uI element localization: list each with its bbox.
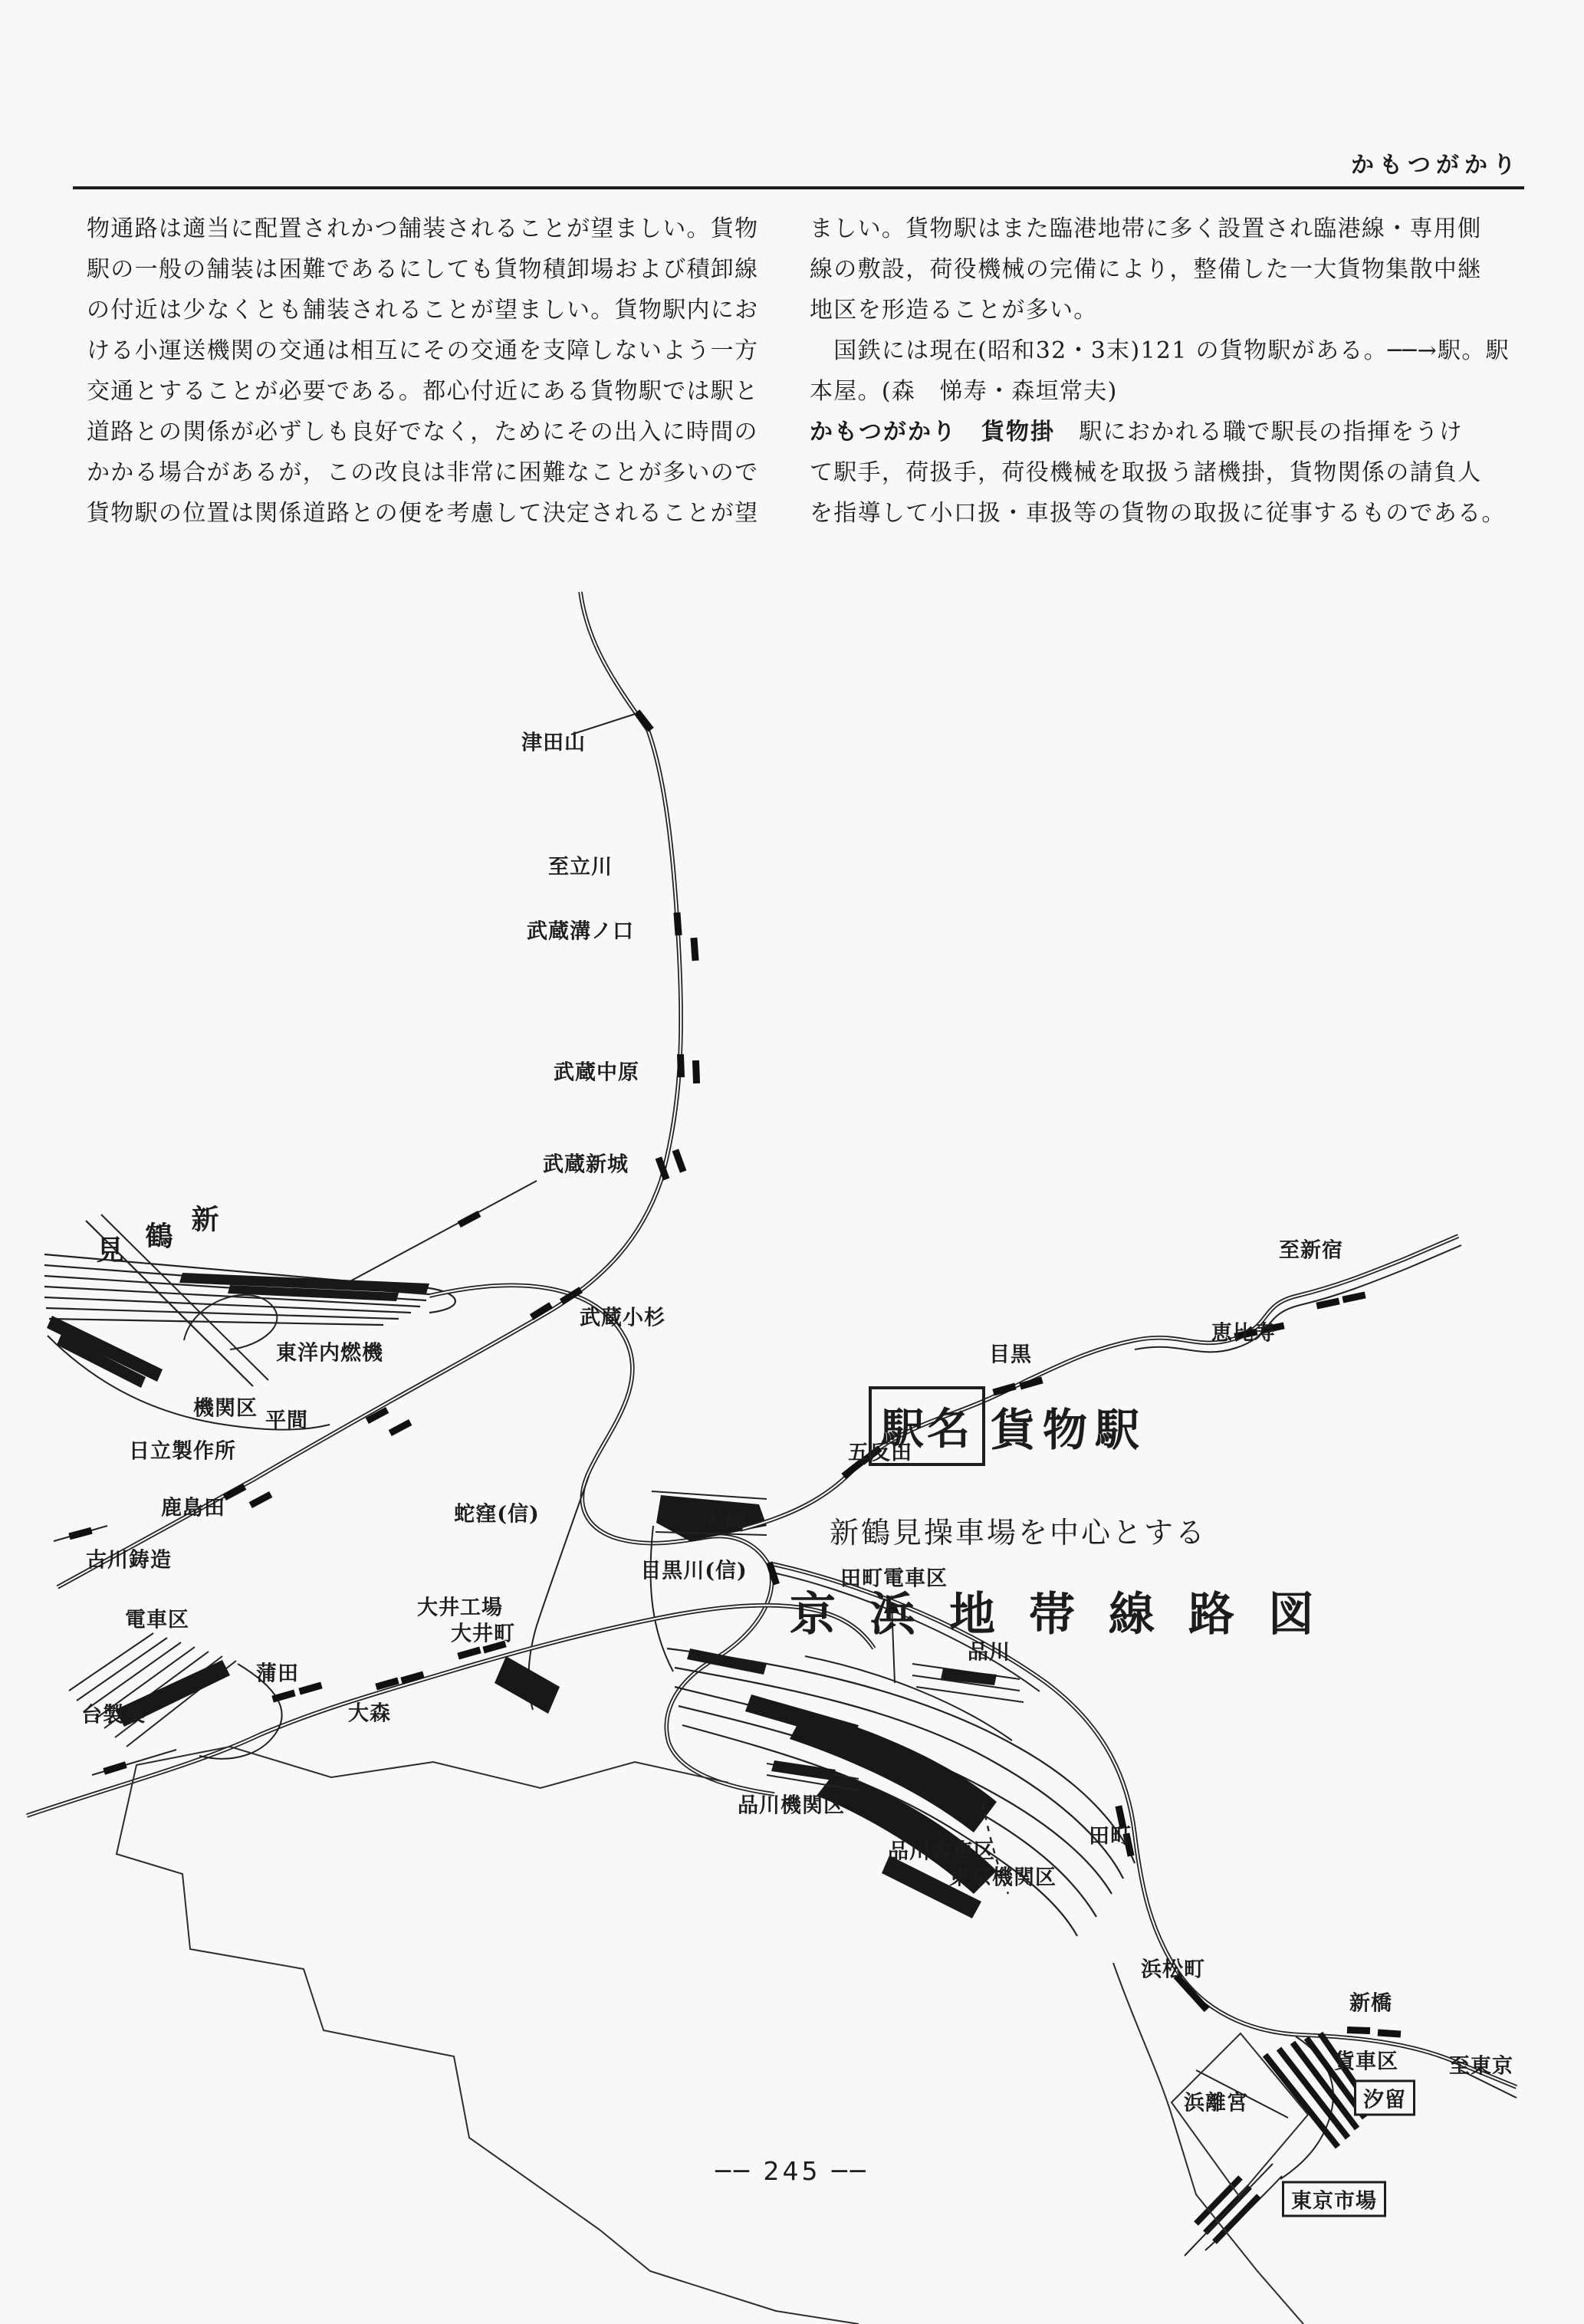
map-label-musashi-kosugi: 武蔵小杉 — [580, 1306, 665, 1330]
text-line: 駅の一般の舗装は困難であるにしても貨物積卸場および積卸線 — [87, 256, 759, 283]
left-column — [87, 209, 804, 534]
map-label-osaki: 大崎 — [703, 1510, 746, 1534]
map-label-tachikawa-dir: 至立川 — [548, 855, 613, 879]
map-label-musashi-nakahara: 武蔵中原 — [554, 1060, 639, 1085]
map-label-hitachi-seisakusho: 日立製作所 — [129, 1439, 236, 1464]
map-label-shin-char: 新 — [191, 1203, 220, 1236]
map-label-tokyo-kikanku: 東京機関区 — [949, 1865, 1057, 1890]
map-label-dai-seika: 台製菓 — [81, 1703, 146, 1727]
map-label-tamachi: 田町 — [1089, 1824, 1132, 1849]
text-line: ける小運送機関の交通は相互にその交通を支障しないよう一方 — [87, 337, 759, 364]
text-line: の付近は少なくとも舗装されることが望ましい。貨物駅内にお — [87, 297, 759, 324]
map-label-tsuru-char: 鶴 — [145, 1220, 174, 1253]
entry-definition-start: 駅におかれる職で駅長の指揮をうけ — [1055, 419, 1464, 445]
map-label-tamachi-denshaku: 田町電車区 — [840, 1566, 948, 1591]
map-label-hirama: 平間 — [265, 1409, 308, 1433]
text-line: 道路との関係が必ずしも良好でなく，ためにその出入に時間の — [87, 419, 758, 445]
map-label-shinagawa-kyakushaku: 品川客車区 — [888, 1839, 995, 1864]
map-label-kikanku: 機関区 — [193, 1396, 258, 1421]
entry-headword-kana: かもつがかり — [810, 419, 957, 445]
text-line: 本屋。(森 悌寿・森垣常夫) — [810, 378, 1118, 405]
text-line: を指導して小口扱・車扱等の貨物の取扱に従事するものである。 — [810, 500, 1506, 527]
text-line: ましい。貨物駅はまた臨港地帯に多く設置され臨港線・専用側 — [810, 215, 1482, 242]
headword-line — [810, 412, 1526, 452]
map-label-kashaku: 貨車区 — [1334, 2050, 1398, 2074]
map-label-shinagawa: 品川 — [968, 1640, 1011, 1665]
header-rule — [73, 186, 1524, 189]
running-header: かもつがかり — [1351, 152, 1521, 179]
map-title-ekimei-box: 駅名 — [869, 1386, 985, 1466]
map-label-shinjuku-dir: 至新宿 — [1279, 1238, 1343, 1263]
map-label-furukawa-chuzo: 古川鋳造 — [86, 1548, 172, 1573]
map-label-megurogawa-sig: 目黒川(信) — [640, 1559, 748, 1583]
map-label-hamamatsucho: 浜松町 — [1141, 1957, 1205, 1982]
map-label-toyo-nainenki: 東洋内燃機 — [276, 1341, 383, 1366]
text-line: 地区を形造ることが多い。 — [810, 297, 1098, 324]
map-label-musashi-shinjo: 武蔵新城 — [543, 1152, 629, 1177]
map-main-title: 京浜地帯線路図 — [790, 1588, 1348, 1642]
map-label-kashimada: 鹿島田 — [161, 1496, 225, 1520]
text-line: 貨物駅の位置は関係道路との便を考慮して決定されることが望 — [87, 500, 759, 527]
map-label-oimachi: 大井町 — [451, 1622, 515, 1646]
map-label-ebisu: 恵比寿 — [1211, 1321, 1276, 1346]
map-label-shinagawa-kikanku: 品川機関区 — [738, 1793, 845, 1818]
map-label-mi-char: 見 — [96, 1234, 125, 1267]
map-label-shimbashi: 新橋 — [1349, 1991, 1392, 2016]
text-line: て駅手，荷扱手，荷役機械を取扱う諸機掛，貨物関係の請負人 — [810, 459, 1482, 486]
page-number: ── 245 ── — [715, 2156, 869, 2186]
railway-map — [0, 529, 1584, 2324]
text-line: 線の敷設，荷役機械の完備により，整備した一大貨物集散中継 — [810, 256, 1482, 283]
map-label-shiodome: 汐留 — [1354, 2080, 1415, 2116]
map-subtitle: 新鶴見操車場を中心とする — [830, 1516, 1208, 1550]
text-line: 物通路は適当に配置されかつ舗装されることが望ましい。貨物 — [87, 215, 759, 242]
map-label-meguro: 目黒 — [989, 1343, 1032, 1367]
map-label-denshaku: 電車区 — [125, 1608, 189, 1632]
map-label-hebikubo-sig: 蛇窪(信) — [454, 1502, 540, 1527]
map-title-kamotsueki: 貨物駅 — [991, 1404, 1148, 1456]
map-label-tsudayama: 津田山 — [521, 731, 586, 755]
map-label-kamata: 蒲田 — [256, 1662, 299, 1686]
map-label-gotanda: 五反田 — [848, 1441, 912, 1465]
map-label-tokyo-dir: 至東京 — [1449, 2054, 1513, 2079]
map-label-tokyo-shijo: 東京市場 — [1282, 2181, 1386, 2217]
text-line: 交通とすることが必要である。都心付近にある貨物駅では駅と — [87, 378, 759, 405]
text-line: かかる場合があるが，この改良は非常に困難なことが多いので — [87, 459, 759, 486]
map-label-omori: 大森 — [348, 1701, 391, 1726]
text-line: 国鉄には現在(昭和32・3末)121 の貨物駅がある。──→駅。駅 — [810, 337, 1510, 364]
map-label-musashi-mizonokuchi: 武蔵溝ノ口 — [527, 919, 634, 944]
map-label-oi-kojo: 大井工場 — [417, 1596, 503, 1620]
map-label-hamarikyu: 浜離宮 — [1184, 2091, 1248, 2115]
right-column — [810, 209, 1526, 534]
entry-headword-kanji: 貨物掛 — [957, 419, 1055, 445]
